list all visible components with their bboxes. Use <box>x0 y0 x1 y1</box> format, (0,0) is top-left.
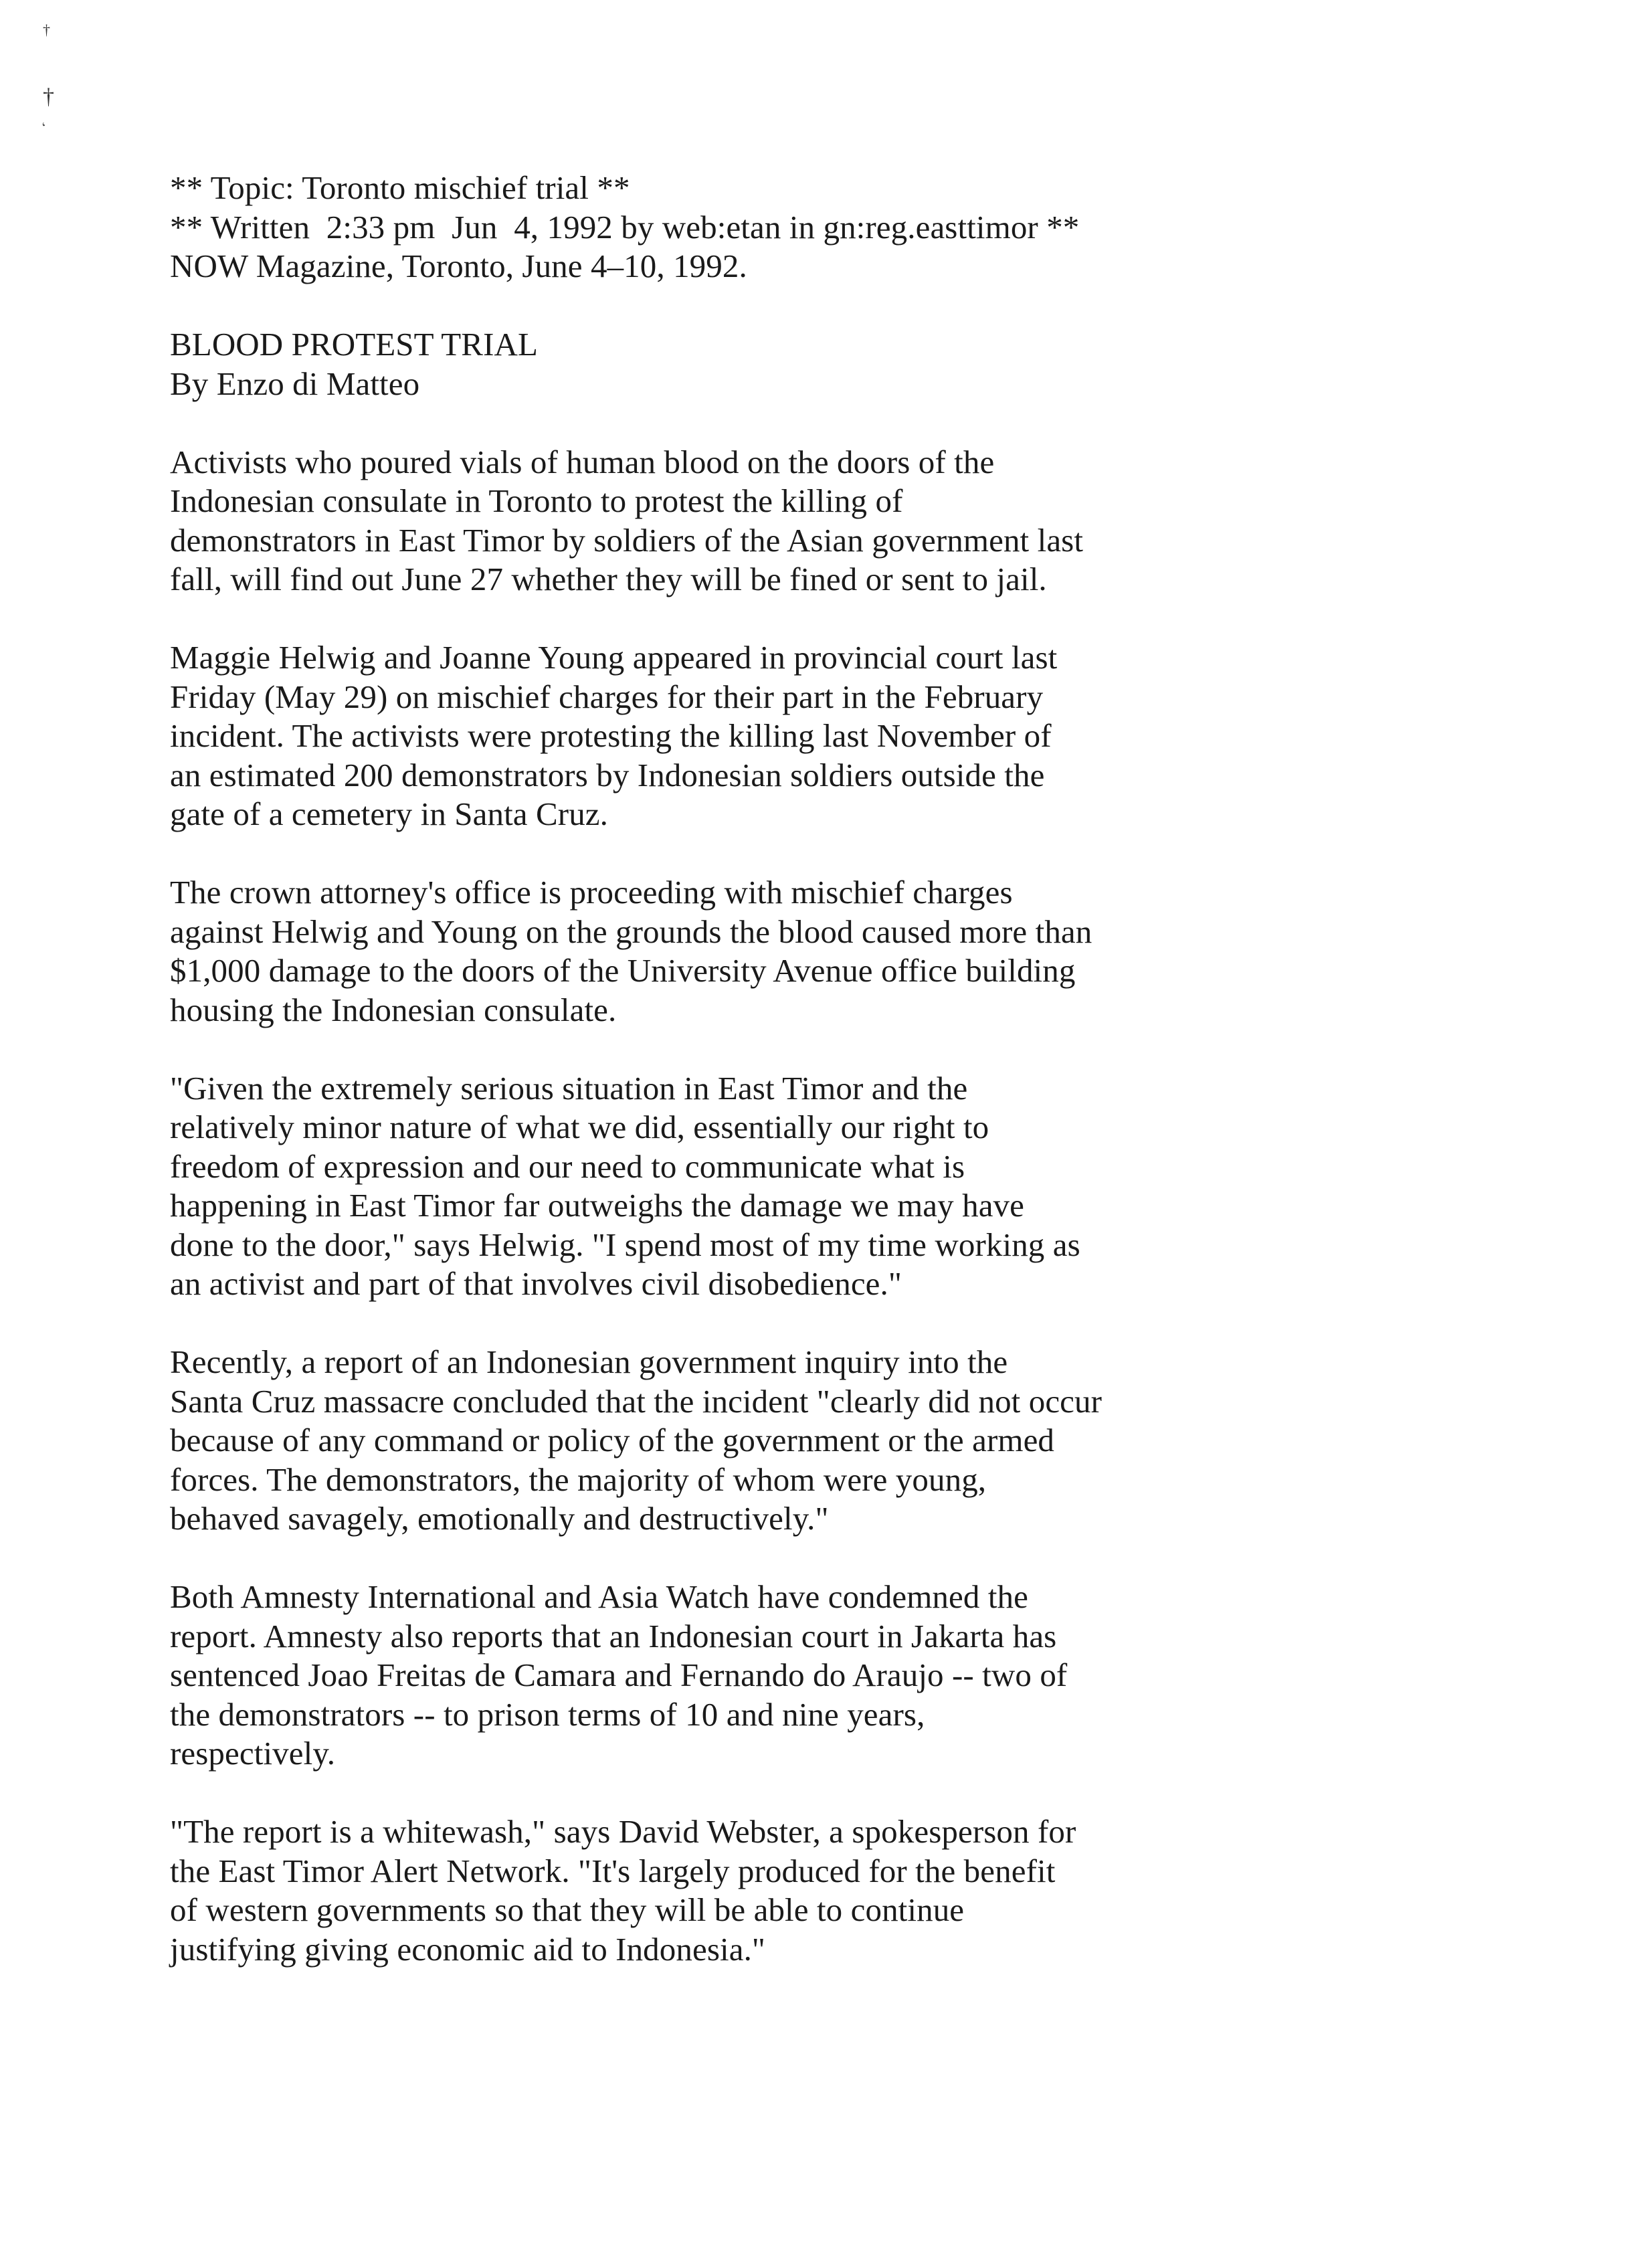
paragraph-line: report. Amnesty also reports that an Indonesian court in Jakarta has <box>170 1617 1057 1655</box>
paragraph-line: incident. The activists were protesting the killing last November of <box>170 717 1052 754</box>
paragraph-5 <box>170 1343 1374 1539</box>
paragraph-line: Santa Cruz massacre concluded that the incident "clearly did not occur <box>170 1382 1103 1420</box>
paragraph-line: happening in East Timor far outweighs the damage we may have <box>170 1187 1024 1224</box>
paragraph-line: gate of a cemetery in Santa Cruz. <box>170 795 608 832</box>
paragraph-line: Indonesian consulate in Toronto to protest the killing of <box>170 482 903 519</box>
paragraph-line: Activists who poured vials of human blood on the doors of the <box>170 443 995 480</box>
paragraph-7 <box>170 1812 1374 1969</box>
paragraph-line: behaved savagely, emotionally and destructively." <box>170 1500 829 1537</box>
title-block <box>170 325 1374 403</box>
paragraph-line: $1,000 damage to the doors of the University Avenue office building <box>170 952 1076 989</box>
article-title: BLOOD PROTEST TRIAL <box>170 326 539 363</box>
paragraph-6 <box>170 1578 1374 1774</box>
paragraph-line: freedom of expression and our need to communicate what is <box>170 1147 965 1185</box>
paragraph-line: respectively. <box>170 1735 336 1772</box>
margin-mark-top: † <box>43 21 50 38</box>
paragraph-line: demonstrators in East Timor by soldiers of the Asian government last <box>170 521 1084 559</box>
article-byline: By Enzo di Matteo <box>170 365 420 402</box>
paragraph-line: against Helwig and Young on the grounds the blood caused more than <box>170 913 1092 950</box>
paragraph-line: relatively minor nature of what we did, essentially our right to <box>170 1109 989 1145</box>
paragraph-line: the demonstrators -- to prison terms of 10 and nine years, <box>170 1695 925 1733</box>
paragraph-line: forces. The demonstrators, the majority of whom were young, <box>170 1460 987 1498</box>
paragraph-3 <box>170 873 1374 1030</box>
paragraph-line: of western governments so that they will be able to continue <box>170 1891 965 1928</box>
paragraph-line: "The report is a whitewash," says David Webster, a spokesperson for <box>170 1813 1076 1850</box>
paragraph-line: done to the door," says Helwig. "I spend most of my time working as <box>170 1226 1080 1263</box>
paragraph-line: Recently, a report of an Indonesian government inquiry into the <box>170 1343 1008 1380</box>
paragraph-line: Both Amnesty International and Asia Watch have condemned the <box>170 1578 1028 1615</box>
paragraph-4 <box>170 1069 1374 1304</box>
paragraph-line: an estimated 200 demonstrators by Indonesian soldiers outside the <box>170 756 1045 793</box>
paragraph-line: "Given the extremely serious situation in East Timor and the <box>170 1069 968 1107</box>
paragraph-2 <box>170 638 1374 834</box>
paragraph-line: because of any command or policy of the government or the armed <box>170 1422 1055 1458</box>
paragraph-line: The crown attorney's office is proceeding with mischief charges <box>170 874 1013 911</box>
paragraph-line: Friday (May 29) on mischief charges for their part in the February <box>170 678 1044 715</box>
paragraph-line: an activist and part of that involves civil disobedience." <box>170 1265 902 1302</box>
paragraph-line: justifying giving economic aid to Indonesia." <box>170 1930 766 1968</box>
paragraph-line: the East Timor Alert Network. "It's largely produced for the benefit <box>170 1852 1056 1889</box>
paragraph-1 <box>170 443 1374 599</box>
header-written-line: ** Written 2:33 pm Jun 4, 1992 by web:etan in gn:reg.easttimor ** <box>170 208 1080 246</box>
header-block <box>170 169 1374 286</box>
margin-mark-middle: † <box>43 84 54 109</box>
paragraph-line: sentenced Joao Freitas de Camara and Fernando do Araujo -- two of <box>170 1657 1068 1693</box>
document-content <box>170 169 1374 2008</box>
paragraph-line: housing the Indonesian consulate. <box>170 991 617 1028</box>
paragraph-line: fall, will find out June 27 whether they will be fined or sent to jail. <box>170 561 1047 597</box>
header-topic-line: ** Topic: Toronto mischief trial ** <box>170 169 630 206</box>
margin-mark-bottom: ‘ <box>39 119 51 135</box>
header-source-line: NOW Magazine, Toronto, June 4–10, 1992. <box>170 248 747 284</box>
paragraph-line: Maggie Helwig and Joanne Young appeared in provincial court last <box>170 639 1058 676</box>
